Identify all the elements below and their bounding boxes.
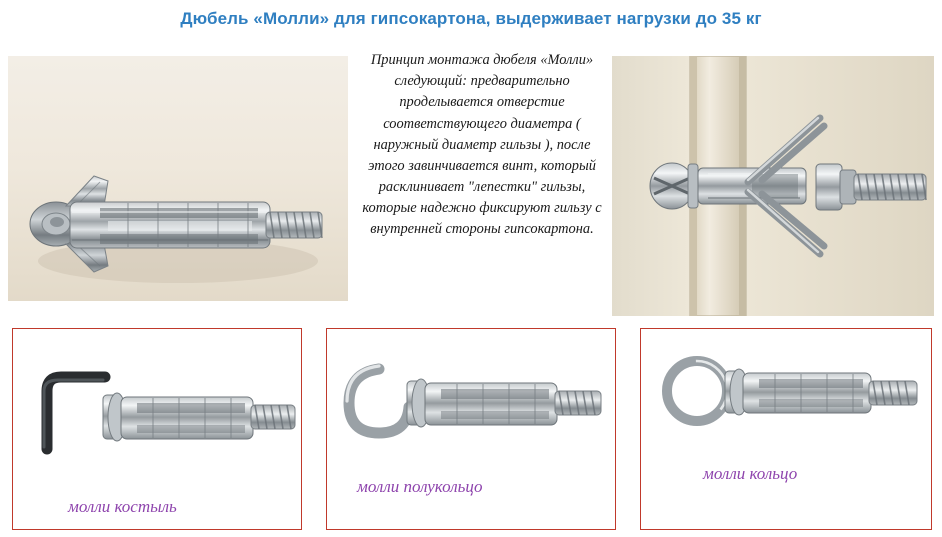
variant-card-molly-half-ring xyxy=(326,328,616,530)
variant-caption: молли полукольцо xyxy=(357,477,483,496)
molly-ring-icon xyxy=(641,329,931,529)
variant-caption: молли костыль xyxy=(68,497,177,516)
variants-section xyxy=(0,320,942,537)
variant-card-molly-ring xyxy=(640,328,932,530)
variant-caption: молли кольцо xyxy=(703,464,798,483)
page-title: Дюбель «Молли» для гипсокартона, выдерживает нагрузки до 35 кг xyxy=(180,9,762,28)
molly-anchor-photo-right xyxy=(612,56,934,316)
molly-half-ring-icon xyxy=(327,329,615,529)
installation-description: Принцип монтажа дюбеля «Молли» следующий: предварительно проделывается отверстие соответствующего диаметра ( наружный диаметр гильзы ), после этого завинчивается винт, который расклинивает "лепестки" гильзы, которые надежно фиксируют гильзу с внутренней стороны гипсокартона. xyxy=(362,52,602,238)
top-section xyxy=(0,38,942,316)
variant-card-molly-hook-l xyxy=(12,328,302,530)
page-title-bar xyxy=(0,0,942,38)
molly-anchor-photo-left xyxy=(8,56,348,301)
